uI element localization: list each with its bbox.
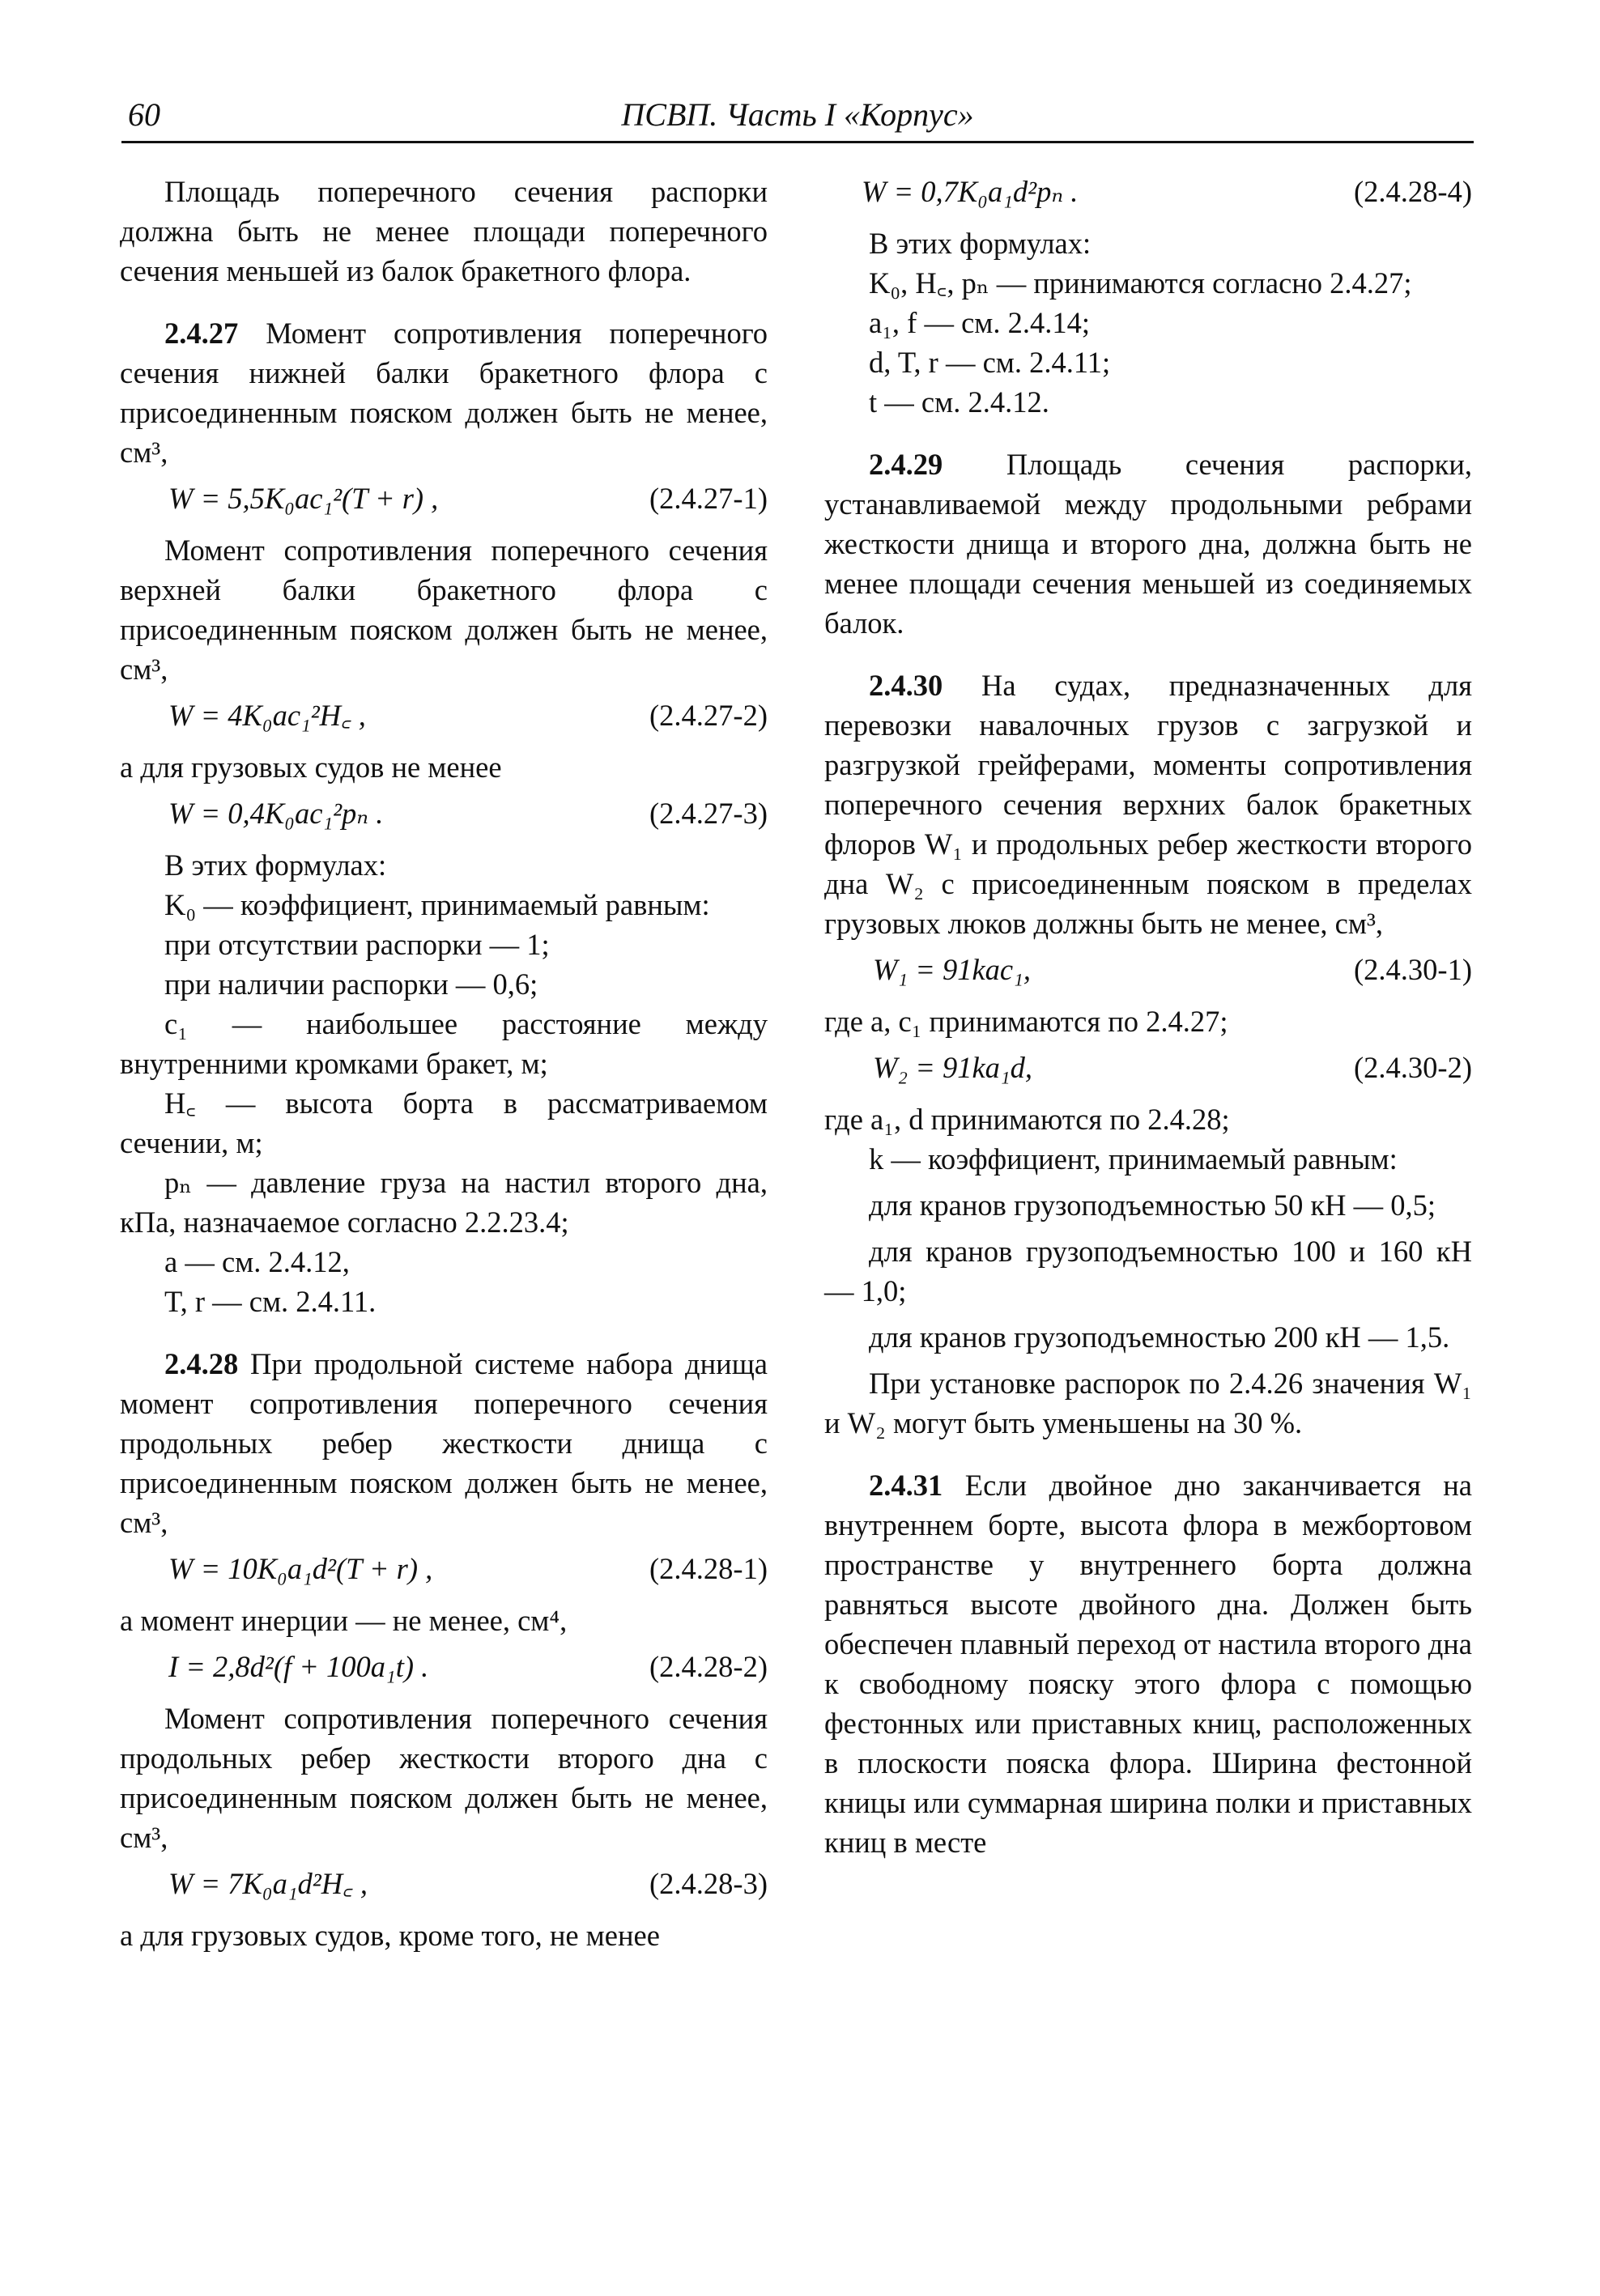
definition-item: K₀ — коэффициент, принимаемый равным: (164, 888, 710, 921)
formula (120, 478, 768, 524)
definition-item: a₁, f — см. 2.4.14; (869, 306, 1091, 339)
left-column (120, 172, 768, 1955)
formula-expression: W = 5,5K₀ac₁²(T + r) , (168, 482, 439, 515)
paragraph: где a, c₁ принимаются по 2.4.27; (824, 1005, 1228, 1038)
definition-item: для кранов грузоподъемностью 50 кН — 0,5; (869, 1188, 1436, 1222)
formula-number: (2.4.27-2) (649, 699, 768, 732)
definition-item: H꜀ — высота борта в рассматриваемом сечении, м; (120, 1086, 768, 1159)
definition-item: d, T, r — см. 2.4.11; (869, 346, 1111, 379)
formula (824, 1048, 1472, 1093)
formula-expression: W = 0,4K₀ac₁²pₙ . (168, 797, 384, 830)
formula-number: (2.4.30-2) (1354, 1051, 1472, 1084)
formula (120, 1864, 768, 1909)
section-2-4-27 (120, 313, 768, 472)
section-number: 2.4.31 (869, 1469, 943, 1502)
definition-item: a — см. 2.4.12, (164, 1245, 350, 1278)
section-number: 2.4.30 (869, 669, 943, 702)
section-text: Если двойное дно заканчивается на внутреннем борте, высота флора в межбортовом пространстве у внутреннего борта должна равняться высоте двойного дна. Должен быть обеспечен плавный переход от настила второго дна к свободному пояску этого флора с помощью фестонных или приставных книц, расположенных в плоскости пояска флора. Ширина фестонной кницы или суммарная ширина полки и приставных книц в месте (824, 1469, 1473, 1859)
formula-expression: W₂ = 91ka₁d, (873, 1051, 1032, 1084)
paragraph: а для грузовых судов не менее (120, 750, 502, 784)
section-number: 2.4.28 (164, 1347, 239, 1380)
definition-item: для кранов грузоподъемностью 200 кН — 1,5. (869, 1320, 1450, 1354)
formula-expression: W = 7K₀a₁d²H꜀ , (168, 1867, 368, 1900)
section-2-4-29 (824, 444, 1472, 643)
formula-number: (2.4.27-3) (649, 797, 768, 830)
definition-item: K₀, H꜀, pₙ — принимаются согласно 2.4.27; (869, 266, 1412, 300)
section-2-4-28 (120, 1344, 768, 1542)
formula-number: (2.4.28-4) (1354, 175, 1472, 208)
section-2-4-31 (824, 1465, 1472, 1862)
paragraph: В этих формулах: (869, 227, 1091, 260)
right-column (824, 172, 1472, 1862)
formula-expression: W₁ = 91kac₁, (873, 953, 1031, 986)
definition-item: T, r — см. 2.4.11. (164, 1285, 377, 1318)
section-text: Площадь сечения распорки, устанавливаемой между продольными ребрами жесткости днища и второго дна, должна быть не менее площади сечения меньшей из соединяемых балок. (824, 448, 1472, 640)
formula-number: (2.4.27-1) (649, 482, 768, 515)
definition-item: при отсутствии распорки — 1; (164, 928, 550, 961)
paragraph: а для грузовых судов, кроме того, не менее (120, 1919, 660, 1952)
section-text: На судах, предназначенных для перевозки навалочных грузов с загрузкой и разгрузкой грейферами, моменты сопротивления поперечного сечения верхних балок бракетных флоров W₁ и продольных ребер жесткости второго дна W₂ с присоединенным пояском в пределах грузовых люков должны быть не менее, см³, (824, 669, 1472, 940)
section-2-4-30 (824, 665, 1472, 943)
page-number: 60 (128, 96, 160, 133)
definition-item: t — см. 2.4.12. (869, 385, 1049, 419)
paragraph: В этих формулах: (164, 848, 387, 882)
formula-number: (2.4.28-3) (649, 1867, 768, 1900)
definition-item: при наличии распорки — 0,6; (164, 967, 538, 1001)
formula-expression: W = 4K₀ac₁²H꜀ , (168, 699, 366, 732)
paragraph: При установке распорок по 2.4.26 значения W₁ и W₂ могут быть уменьшены на 30 %. (824, 1367, 1472, 1439)
section-number: 2.4.29 (869, 448, 943, 481)
paragraph: Площадь поперечного сечения распорки должна быть не менее площади поперечного сечения меньшей из балок бракетного флора. (120, 175, 768, 287)
formula-expression: W = 0,7K₀a₁d²pₙ . (862, 175, 1079, 208)
section-number: 2.4.27 (164, 317, 239, 350)
paragraph: а момент инерции — не менее, см⁴, (120, 1604, 568, 1637)
paragraph: Момент сопротивления поперечного сечения верхней балки бракетного флора с присоединенным пояском должен быть не менее, см³, (120, 534, 768, 686)
formula (824, 172, 1472, 217)
section-text: При продольной системе набора днища момент сопротивления поперечного сечения продольных ребер жесткости днища с присоединенным пояском должен быть не менее, см³, (120, 1347, 768, 1539)
definition-item: c₁ — наибольшее расстояние между внутренними кромками бракет, м; (120, 1007, 768, 1080)
formula-number: (2.4.28-1) (649, 1552, 768, 1585)
paragraph: где a₁, d принимаются по 2.4.28; (824, 1103, 1230, 1136)
running-title: ПСВП. Часть I «Корпус» (621, 96, 974, 133)
formula (824, 950, 1472, 995)
formula (120, 793, 768, 839)
formula-number: (2.4.28-2) (649, 1650, 768, 1683)
formula-number: (2.4.30-1) (1354, 953, 1472, 986)
formula (120, 695, 768, 741)
formula (120, 1647, 768, 1692)
section-text: Момент сопротивления поперечного сечения нижней балки бракетного флора с присоединенным пояском должен быть не менее, см³, (120, 317, 768, 469)
formula-expression: W = 10K₀a₁d²(T + r) , (168, 1552, 433, 1585)
definition-item: pₙ — давление груза на настил второго дна, кПа, назначаемое согласно 2.2.23.4; (120, 1166, 768, 1239)
formula-expression: I = 2,8d²(f + 100a₁t) . (168, 1650, 429, 1683)
paragraph: Момент сопротивления поперечного сечения продольных ребер жесткости второго дна с присоединенным пояском должен быть не менее, см³, (120, 1702, 768, 1854)
definition-item: k — коэффициент, принимаемый равным: (869, 1142, 1398, 1176)
header-rule (121, 141, 1474, 143)
formula (120, 1549, 768, 1594)
definition-item: для кранов грузоподъемностью 100 и 160 кН — 1,0; (824, 1235, 1472, 1307)
page-header (121, 96, 1474, 144)
